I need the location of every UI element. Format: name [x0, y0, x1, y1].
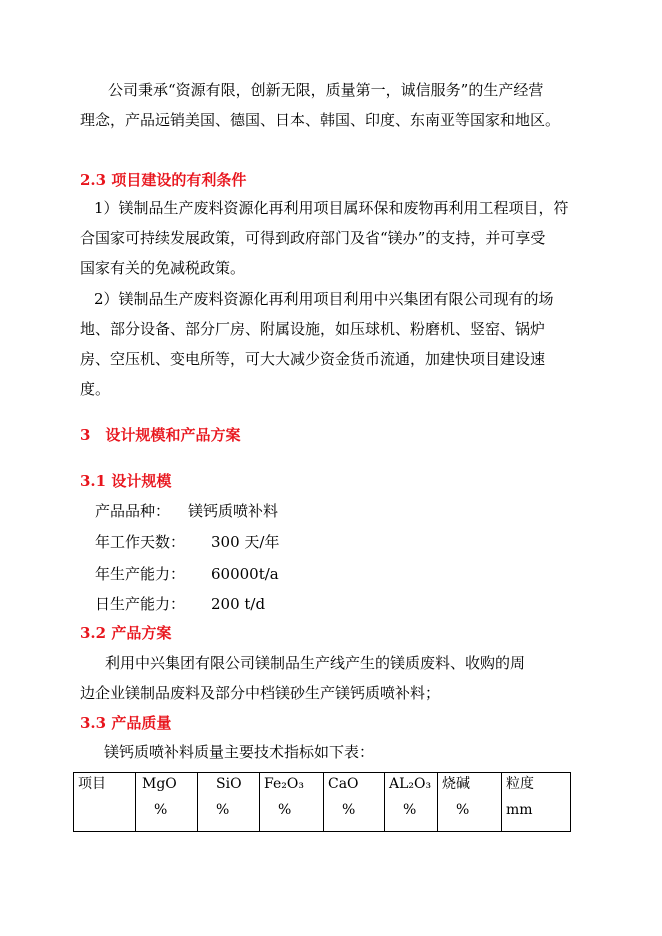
header-cao-unit: %: [342, 802, 356, 818]
table-header-cell: [198, 773, 260, 832]
header-sio-unit: %: [216, 802, 230, 818]
header-caustic: 烧碱: [442, 776, 470, 792]
item2-line-2: 地、部分设备、部分厂房、附属设施，如压球机、粉磨机、竖窑、锅炉: [80, 320, 546, 338]
header-caustic-unit: %: [456, 802, 470, 818]
spec-value-workdays: 300 天/年: [211, 533, 280, 551]
header-al2o3: AL₂O₃: [389, 776, 432, 792]
item2-line-4: 度。: [80, 380, 111, 398]
section-2-3-heading: 2.3 项目建设的有利条件: [80, 171, 247, 189]
spec-value-daily: 200 t/d: [211, 595, 266, 613]
table-header-cell: [260, 773, 324, 832]
scheme-line-2: 边企业镁制品废料及部分中档镁砂生产镁钙质喷补料；: [80, 684, 441, 702]
table-header-cell: [385, 773, 438, 832]
table-header-cell: [502, 773, 571, 832]
header-mgo: MgO: [142, 776, 177, 792]
section-3-2-heading: 3.2 产品方案: [80, 624, 172, 642]
section-3-3-heading: 3.3 产品质量: [80, 714, 172, 732]
table-header-cell: [74, 773, 136, 832]
header-cao: CaO: [328, 776, 359, 792]
item2-line-1: 2）镁制品生产废料资源化再利用项目利用中兴集团有限公司现有的场: [94, 290, 554, 308]
item1-line-1: 1）镁制品生产废料资源化再利用项目属环保和废物再利用工程项目，符: [94, 199, 569, 217]
spec-key-annual: 年生产能力：: [95, 565, 186, 583]
table-header-cell: [438, 773, 502, 832]
header-fe2o3-unit: %: [278, 802, 292, 818]
spec-value-variety: 镁钙质喷补料: [188, 502, 279, 520]
table-header-cell: [136, 773, 198, 832]
intro-line-2: 理念，产品远销美国、德国、日本、韩国、印度、东南亚等国家和地区。: [80, 111, 561, 129]
header-granularity-unit: mm: [506, 802, 533, 818]
header-fe2o3: Fe₂O₃: [264, 776, 304, 792]
spec-key-daily: 日生产能力：: [95, 595, 186, 613]
header-granularity: 粒度: [506, 776, 534, 792]
header-sio: SiO: [216, 776, 242, 792]
header-mgo-unit: %: [154, 802, 168, 818]
header-al2o3-unit: %: [403, 802, 417, 818]
item2-line-3: 房、空压机、变电所等，可大大减少资金货币流通，加建快项目建设速: [80, 350, 546, 368]
quality-table: [73, 772, 571, 832]
section-3-heading: 3 设计规模和产品方案: [80, 426, 241, 444]
section-3-1-heading: 3.1 设计规模: [80, 472, 172, 490]
spec-key-workdays: 年工作天数：: [95, 533, 186, 551]
spec-key-variety: 产品品种：: [95, 502, 171, 520]
spec-value-annual: 60000t/a: [211, 565, 279, 583]
intro-line-1: 公司秉承“资源有限，创新无限，质量第一，诚信服务”的生产经营: [108, 81, 544, 99]
quality-intro: 镁钙质喷补料质量主要技术指标如下表：: [104, 743, 375, 761]
table-header-cell: [324, 773, 385, 832]
scheme-line-1: 利用中兴集团有限公司镁制品生产线产生的镁质废料、收购的周: [105, 654, 526, 672]
header-item: 项目: [78, 776, 106, 792]
table-header-row: [74, 773, 571, 832]
item1-line-3: 国家有关的免减税政策。: [80, 259, 246, 277]
item1-line-2: 合国家可持续发展政策，可得到政府部门及省“镁办”的支持，并可享受: [80, 229, 546, 247]
